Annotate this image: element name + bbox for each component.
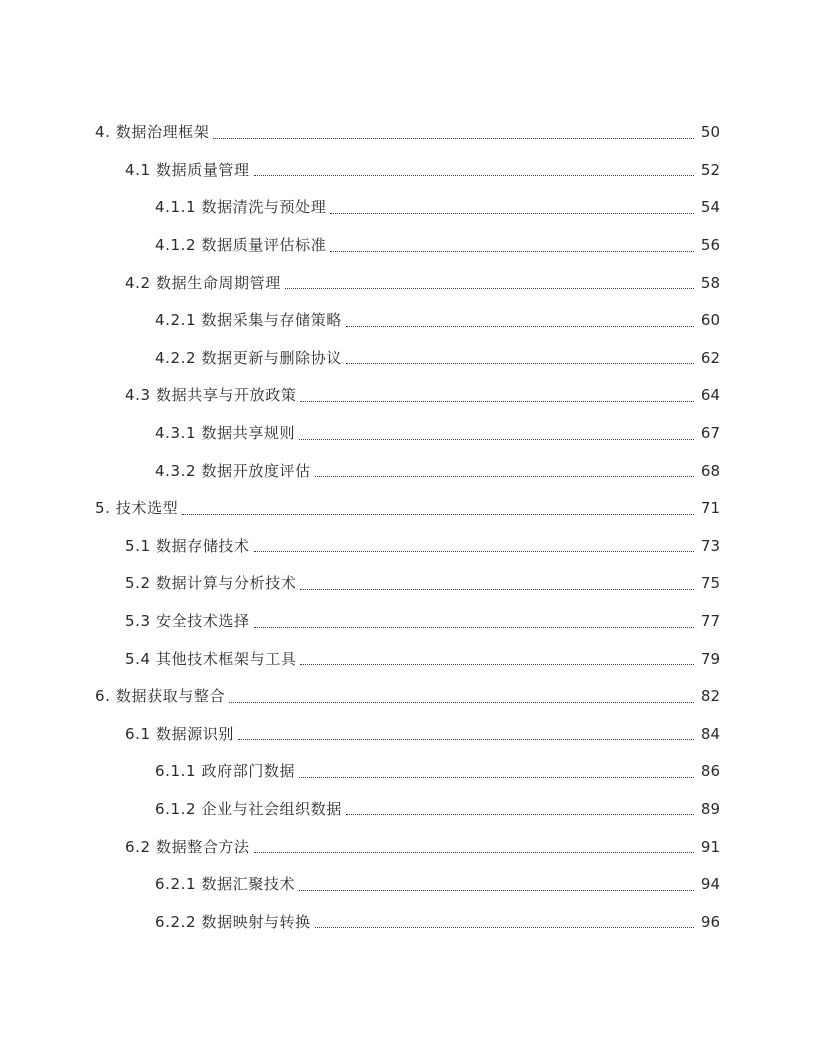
dot-leader: [315, 475, 694, 477]
toc-entry-title: 5.3 安全技术选择: [125, 612, 250, 631]
toc-entry[interactable]: [0, 152, 816, 190]
toc-entry[interactable]: [0, 415, 816, 453]
toc-page-number: 79: [700, 649, 720, 668]
dot-leader: [238, 738, 694, 740]
toc-entry-title: 4.2 数据生命周期管理: [125, 273, 281, 292]
toc-entry-title: 5.4 其他技术框架与工具: [125, 649, 297, 668]
dot-leader: [346, 813, 694, 815]
toc-entry-title: 4.2.1 数据采集与存储策略: [155, 311, 342, 330]
toc-page-number: 94: [700, 875, 720, 894]
toc-entry[interactable]: [0, 114, 816, 152]
toc-entry[interactable]: [0, 753, 816, 791]
toc-page-number: 52: [700, 160, 720, 179]
toc-entry-title: 6.1 数据源识别: [125, 724, 235, 743]
toc-entry[interactable]: [0, 264, 816, 302]
dot-leader: [254, 550, 694, 552]
toc-entry-title: 4. 数据治理框架: [95, 123, 210, 142]
toc-page-number: 75: [700, 574, 720, 593]
toc-entry-title: 6.2.2 数据映射与转换: [155, 912, 311, 931]
toc-page-number: 73: [700, 536, 720, 555]
toc-page-number: 56: [700, 236, 720, 255]
toc-page-number: 71: [700, 499, 720, 518]
dot-leader: [229, 701, 694, 703]
toc-entry[interactable]: [0, 903, 816, 941]
toc-entry[interactable]: [0, 452, 816, 490]
dot-leader: [346, 362, 694, 364]
toc-entry[interactable]: [0, 603, 816, 641]
dot-leader: [300, 588, 694, 590]
dot-leader: [299, 776, 694, 778]
toc-page-number: 60: [700, 311, 720, 330]
toc-entry[interactable]: [0, 866, 816, 904]
dot-leader: [254, 174, 694, 176]
toc-entry-title: 4.3.1 数据共享规则: [155, 424, 296, 443]
dot-leader: [182, 513, 694, 515]
toc-page-number: 89: [700, 799, 720, 818]
dot-leader: [254, 626, 694, 628]
toc-page-number: 67: [700, 424, 720, 443]
toc-entry[interactable]: [0, 716, 816, 754]
toc-entry[interactable]: [0, 528, 816, 566]
toc-entry-title: 6.1.2 企业与社会组织数据: [155, 799, 342, 818]
toc-entry-title: 4.3.2 数据开放度评估: [155, 461, 311, 480]
toc-entry[interactable]: [0, 340, 816, 378]
toc-page-number: 86: [700, 762, 720, 781]
toc-page-number: 54: [700, 198, 720, 217]
dot-leader: [285, 287, 694, 289]
toc-entry-title: 6. 数据获取与整合: [95, 687, 226, 706]
toc-entry-title: 4.1.2 数据质量评估标准: [155, 236, 327, 255]
toc-entry-title: 4.2.2 数据更新与删除协议: [155, 348, 342, 367]
toc-entry-title: 6.2 数据整合方法: [125, 837, 250, 856]
table-of-contents: [0, 114, 816, 941]
toc-entry-title: 5.2 数据计算与分析技术: [125, 574, 297, 593]
toc-page-number: 58: [700, 273, 720, 292]
dot-leader: [330, 212, 694, 214]
toc-entry[interactable]: [0, 302, 816, 340]
toc-entry-title: 4.1 数据质量管理: [125, 160, 250, 179]
dot-leader: [300, 400, 694, 402]
toc-page-number: 96: [700, 912, 720, 931]
toc-entry-title: 5.1 数据存储技术: [125, 536, 250, 555]
toc-page-number: 84: [700, 724, 720, 743]
toc-page-number: 77: [700, 612, 720, 631]
toc-entry[interactable]: [0, 565, 816, 603]
toc-entry[interactable]: [0, 791, 816, 829]
toc-page-number: 64: [700, 386, 720, 405]
dot-leader: [330, 250, 694, 252]
dot-leader: [299, 438, 694, 440]
dot-leader: [213, 137, 694, 139]
toc-page-number: 68: [700, 461, 720, 480]
dot-leader: [254, 851, 694, 853]
toc-entry-title: 4.3 数据共享与开放政策: [125, 386, 297, 405]
toc-page-number: 91: [700, 837, 720, 856]
toc-page-number: 50: [700, 123, 720, 142]
dot-leader: [346, 325, 694, 327]
toc-entry[interactable]: [0, 227, 816, 265]
toc-entry[interactable]: [0, 678, 816, 716]
toc-entry[interactable]: [0, 189, 816, 227]
toc-page-number: 82: [700, 687, 720, 706]
dot-leader: [299, 889, 694, 891]
toc-entry-title: 6.2.1 数据汇聚技术: [155, 875, 296, 894]
toc-entry[interactable]: [0, 828, 816, 866]
toc-entry[interactable]: [0, 377, 816, 415]
toc-entry[interactable]: [0, 490, 816, 528]
toc-entry-title: 5. 技术选型: [95, 499, 179, 518]
toc-entry-title: 4.1.1 数据清洗与预处理: [155, 198, 327, 217]
dot-leader: [315, 926, 694, 928]
toc-entry-title: 6.1.1 政府部门数据: [155, 762, 296, 781]
toc-entry[interactable]: [0, 640, 816, 678]
toc-page-number: 62: [700, 348, 720, 367]
dot-leader: [300, 663, 694, 665]
